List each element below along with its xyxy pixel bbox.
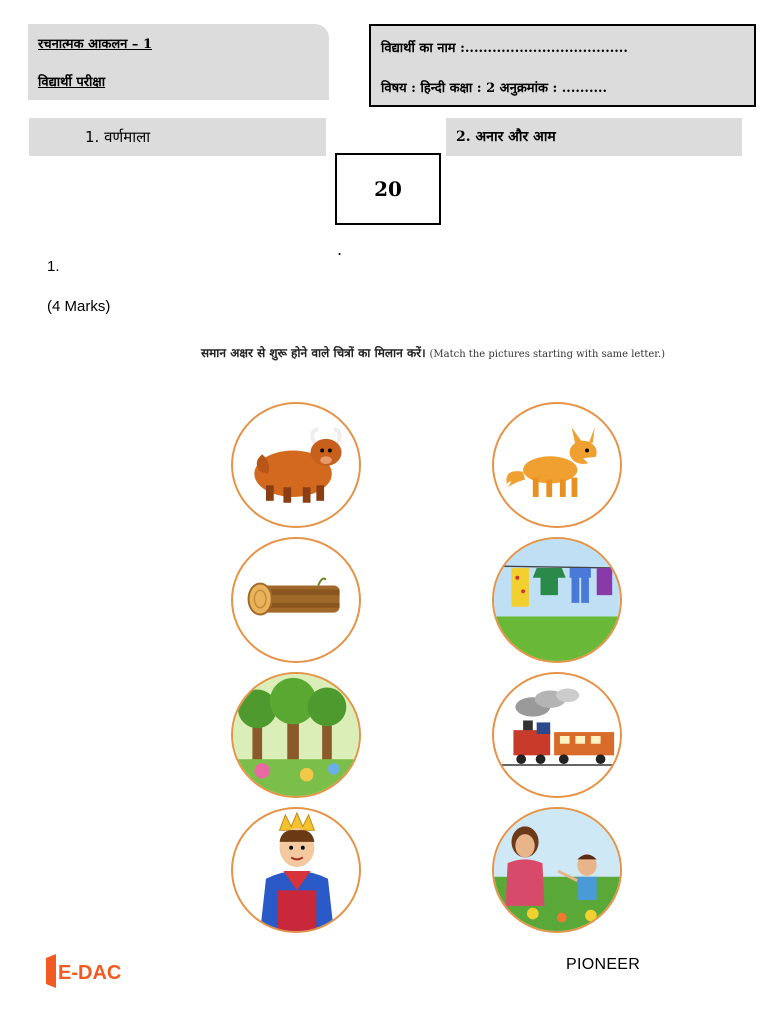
train-picture	[492, 672, 622, 798]
student-name-line: विद्यार्थी का नाम :....................................	[381, 41, 628, 56]
instruction-hindi: समान अक्षर से शुरू होने वाले चित्रों का मिलान करें।	[201, 346, 426, 360]
assessment-title: रचनात्मक आकलन – 1	[38, 37, 152, 52]
chapter-2-label: 2. अनार और आम	[446, 118, 742, 156]
king-picture	[231, 807, 361, 933]
header-left-panel	[28, 24, 329, 100]
assessment-subtitle: विद्यार्थी परीक्षा	[38, 75, 106, 90]
student-info-box	[369, 24, 756, 107]
forest-picture	[231, 672, 361, 798]
clothesline-picture	[492, 537, 622, 663]
separator-dot: .	[337, 240, 343, 259]
edac-logo	[44, 954, 144, 988]
fox-picture	[492, 402, 622, 528]
brand-name: PIONEER	[566, 956, 641, 973]
log-picture	[231, 537, 361, 663]
mother-child-picture	[492, 807, 622, 933]
instruction-english: (Match the pictures starting with same letter.)	[429, 349, 666, 360]
chapter-1-label: 1. वर्णमाला	[29, 118, 326, 156]
svg-text:E-DAC: E-DAC	[58, 962, 122, 984]
question-number: 1.	[47, 258, 60, 275]
yak-picture	[231, 402, 361, 528]
subject-class-roll-line: विषय : हिन्दी कक्षा : 2 अनुक्रमांक : ..........	[381, 81, 608, 96]
total-marks-box: 20	[335, 153, 441, 225]
instruction-text	[201, 344, 711, 364]
question-marks: (4 Marks)	[47, 298, 111, 315]
